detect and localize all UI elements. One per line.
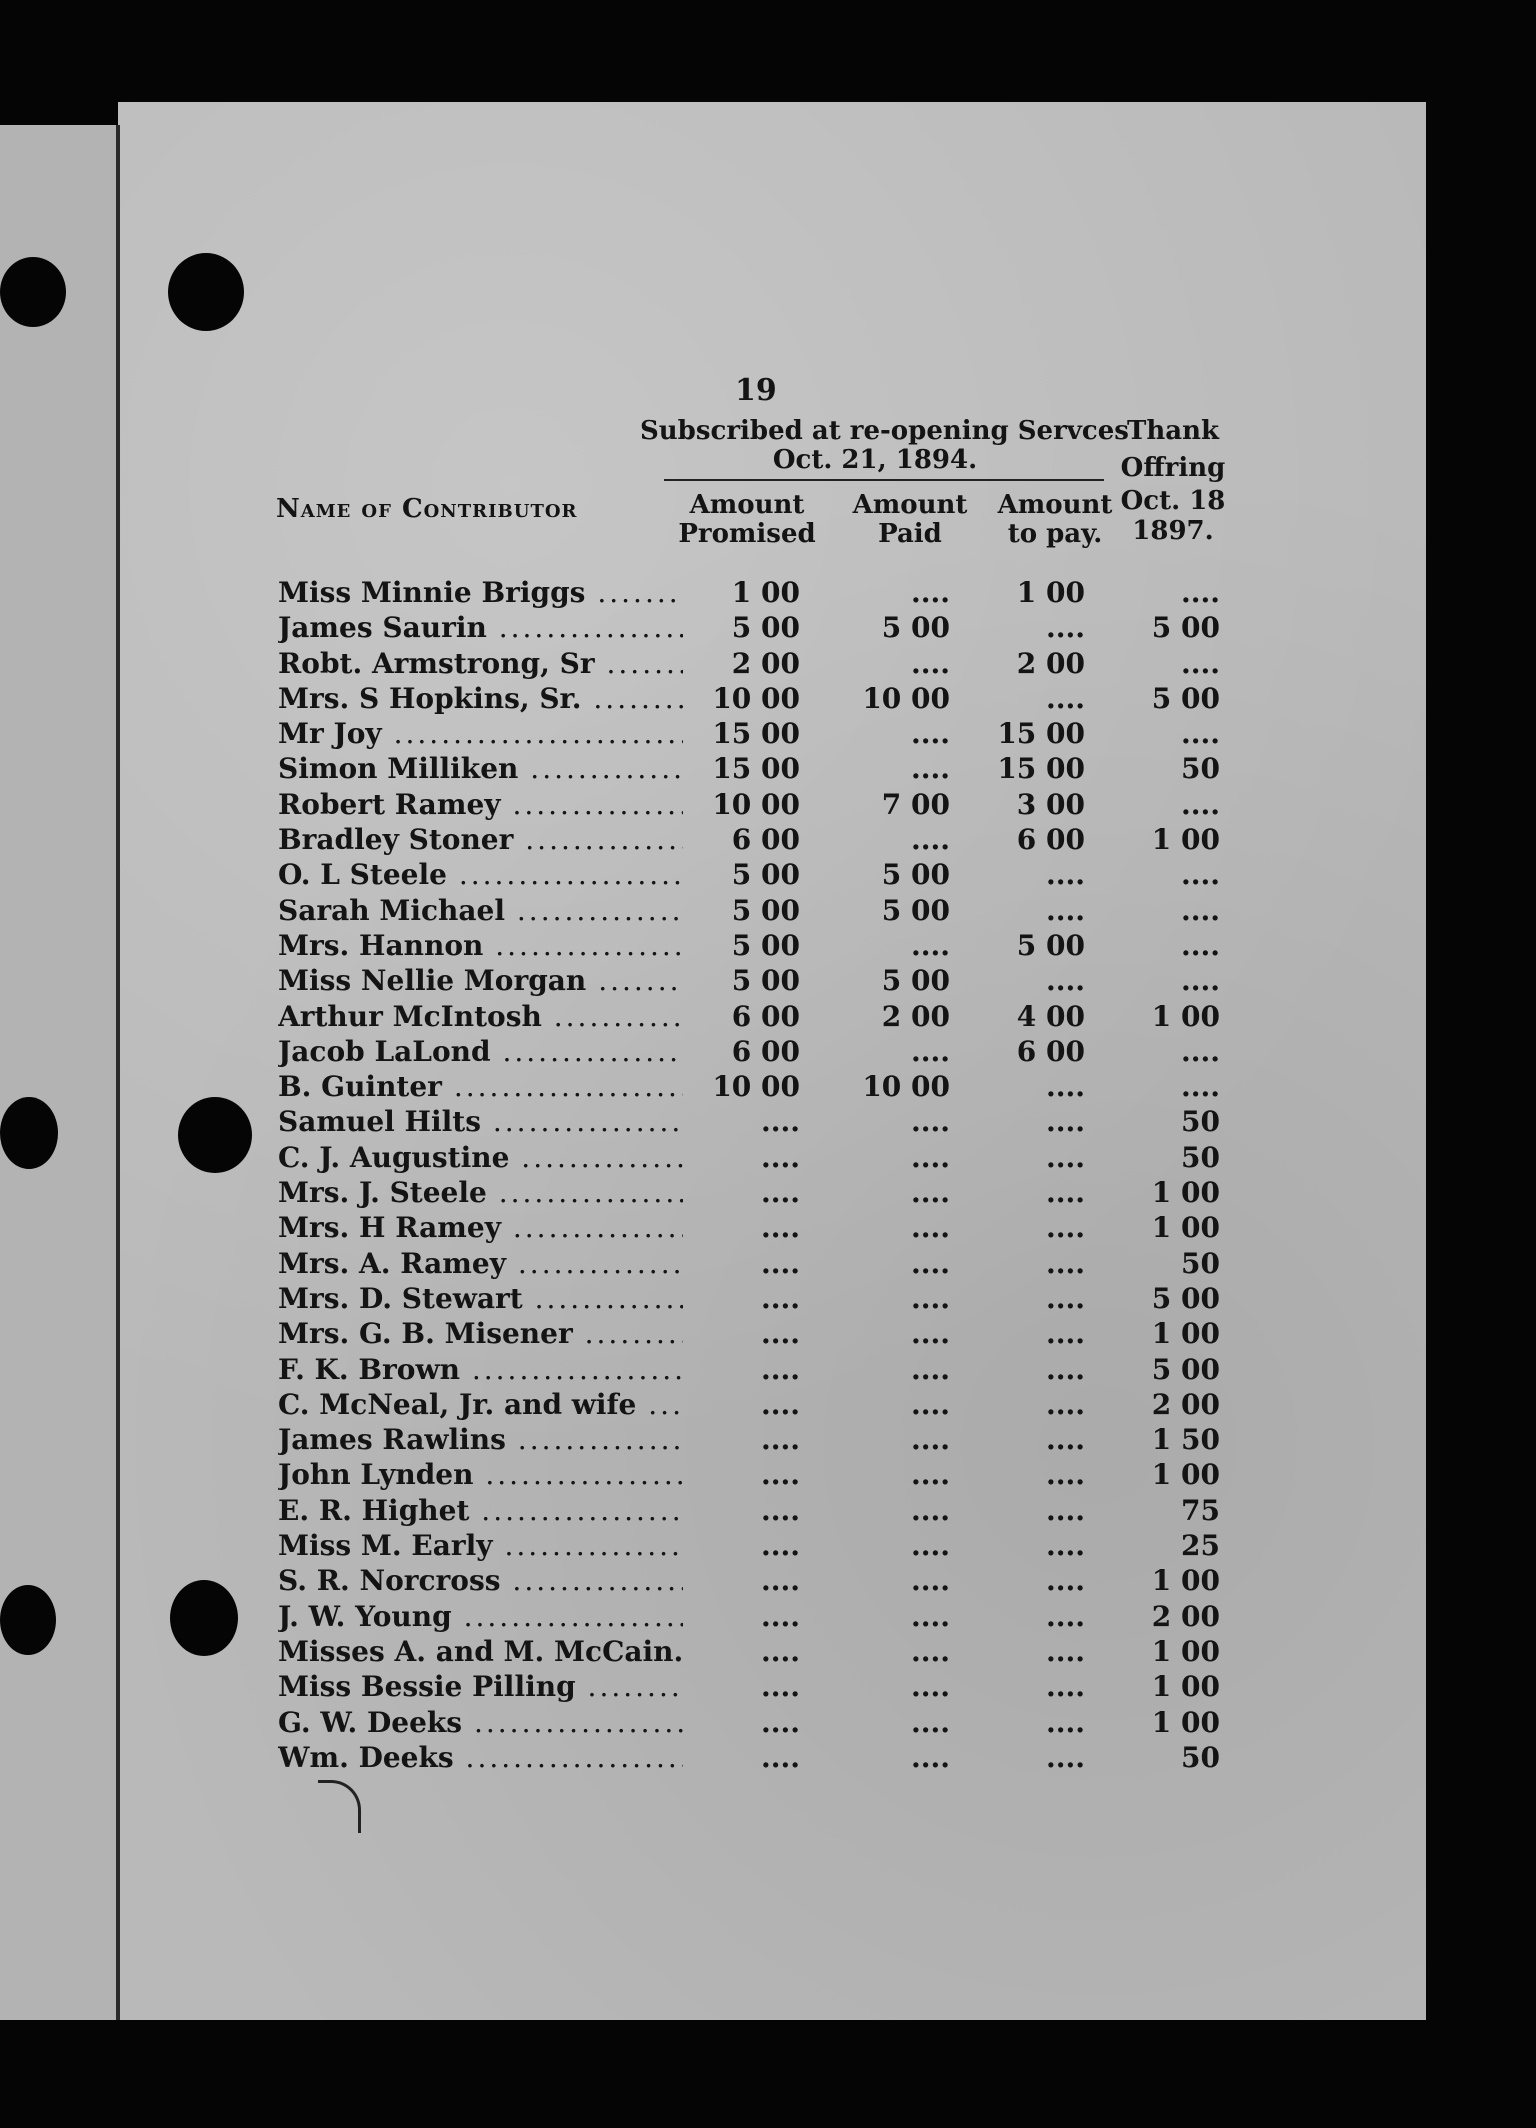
amount-paid: .... <box>911 646 950 680</box>
header-offring: Offring <box>1120 453 1226 483</box>
thank-offering: 2 00 <box>1151 1599 1220 1633</box>
table-row <box>0 1140 1536 1178</box>
amount-to-pay: .... <box>1046 1176 1085 1210</box>
amount-to-pay: 15 00 <box>997 752 1085 786</box>
thank-offering: 5 00 <box>1151 611 1220 645</box>
amount-promised: 6 00 <box>731 999 800 1033</box>
amount-to-pay: .... <box>1046 1599 1085 1633</box>
amount-paid: .... <box>911 1493 950 1527</box>
amount-paid: .... <box>911 1281 950 1315</box>
amount-to-pay: .... <box>1046 1317 1085 1351</box>
amount-paid: .... <box>911 1176 950 1210</box>
amount-paid: 5 00 <box>881 611 950 645</box>
amount-promised: 5 00 <box>731 964 800 998</box>
amount-paid: 2 00 <box>881 999 950 1033</box>
contributor-name: Mrs. Hannon ..... <box>278 931 683 961</box>
table-row <box>0 681 1536 719</box>
contributor-name: Samuel Hilts ..... <box>278 1107 683 1137</box>
contributor-name: Jacob LaLond ..... <box>278 1037 683 1067</box>
amount-paid: 5 00 <box>881 858 950 892</box>
thank-offering: .... <box>1181 858 1220 892</box>
contributor-name: Mrs. G. B. Misener ..... <box>278 1319 683 1349</box>
amount-promised: .... <box>761 1246 800 1280</box>
amount-promised: 10 00 <box>712 787 800 821</box>
contributor-name: Arthur McIntosh ..... <box>278 1002 683 1032</box>
amount-paid: .... <box>911 823 950 857</box>
contributor-name: F. K. Brown ..... <box>278 1355 683 1385</box>
amount-to-pay: 3 00 <box>1016 787 1085 821</box>
amount-paid: 7 00 <box>881 787 950 821</box>
page-number: 19 <box>735 373 777 408</box>
contributor-name: G. W. Deeks ..... <box>278 1708 683 1738</box>
amount-paid: .... <box>911 1529 950 1563</box>
table-row <box>0 1460 1536 1495</box>
table-row <box>0 999 1536 1037</box>
amount-paid: .... <box>911 576 950 609</box>
thank-offering: 1 00 <box>1151 1634 1220 1668</box>
table-row <box>0 1531 1536 1566</box>
amount-promised: .... <box>761 1458 800 1492</box>
contributor-name: Miss Minnie Briggs ..... <box>278 578 683 608</box>
amount-promised: 15 00 <box>712 752 800 786</box>
amount-promised: 5 00 <box>731 858 800 892</box>
amount-to-pay: .... <box>1046 1105 1085 1139</box>
table-row <box>0 1672 1536 1707</box>
amount-to-pay: .... <box>1046 1740 1085 1774</box>
contributor-name: O. L Steele ..... <box>278 860 683 890</box>
table-row <box>0 1213 1536 1248</box>
amount-paid: .... <box>911 1740 950 1774</box>
table-row <box>0 893 1536 931</box>
contributor-name: B. Guinter ..... <box>278 1072 683 1102</box>
thank-offering: 1 00 <box>1151 1670 1220 1704</box>
thank-offering: 1 00 <box>1151 1317 1220 1351</box>
amount-paid: 10 00 <box>862 1070 950 1104</box>
amount-paid: .... <box>911 928 950 962</box>
amount-promised: .... <box>761 1740 800 1774</box>
amount-to-pay: .... <box>1046 1387 1085 1421</box>
amount-paid: .... <box>911 1105 950 1139</box>
thank-offering: 1 00 <box>1151 823 1220 857</box>
amount-paid: .... <box>911 1564 950 1598</box>
thank-offering: 1 00 <box>1151 1211 1220 1245</box>
amount-promised: .... <box>761 1211 800 1245</box>
thank-offering: 2 00 <box>1151 1387 1220 1421</box>
table-row <box>0 1281 1536 1319</box>
contributor-name: Mr Joy ..... <box>278 719 683 749</box>
amount-to-pay: .... <box>1046 858 1085 892</box>
amount-paid: .... <box>911 1034 950 1068</box>
contributor-name: Wm. Deeks ..... <box>278 1743 683 1773</box>
table-row <box>0 1178 1536 1213</box>
thank-offering: 1 00 <box>1151 999 1220 1033</box>
amount-promised: 15 00 <box>712 717 800 751</box>
amount-to-pay: 1 00 <box>1016 576 1085 609</box>
contributor-name: E. R. Highet ..... <box>278 1496 683 1526</box>
amount-to-pay: .... <box>1046 1281 1085 1315</box>
contributor-name: C. McNeal, Jr. and wife ..... <box>278 1390 683 1420</box>
thank-offering: 1 00 <box>1151 1176 1220 1210</box>
thank-offering: .... <box>1181 928 1220 962</box>
table-row <box>0 1740 1536 1778</box>
table-row <box>0 1072 1536 1107</box>
thank-offering: 5 00 <box>1151 1281 1220 1315</box>
amount-promised: .... <box>761 1529 800 1563</box>
thank-offering: 50 <box>1181 1740 1220 1774</box>
amount-paid: .... <box>911 1599 950 1633</box>
amount-promised: 6 00 <box>731 823 800 857</box>
header-paid-line2: Paid <box>878 519 942 549</box>
amount-promised: .... <box>761 1105 800 1139</box>
header-subscribed: Subscribed at re-opening Servces <box>640 416 1129 446</box>
thank-offering: 50 <box>1181 1140 1220 1174</box>
amount-promised: .... <box>761 1705 800 1739</box>
amount-to-pay: .... <box>1046 1458 1085 1492</box>
table-row <box>0 1246 1536 1284</box>
amount-promised: 2 00 <box>731 646 800 680</box>
table-row <box>0 646 1536 684</box>
amount-promised: 10 00 <box>712 681 800 715</box>
punch-hole <box>168 253 244 331</box>
amount-paid: .... <box>911 1458 950 1492</box>
punch-hole <box>0 257 66 327</box>
thank-offering: 5 00 <box>1151 1352 1220 1386</box>
contributor-name: Robert Ramey ..... <box>278 790 683 820</box>
contributor-name: Mrs. J. Steele ..... <box>278 1178 683 1208</box>
amount-paid: .... <box>911 717 950 751</box>
thank-offering: 50 <box>1181 1246 1220 1280</box>
amount-to-pay: .... <box>1046 1211 1085 1245</box>
amount-promised: 5 00 <box>731 928 800 962</box>
thank-offering: 75 <box>1181 1493 1220 1527</box>
contributor-name: Mrs. H Ramey ..... <box>278 1213 683 1243</box>
contributor-table <box>0 578 1536 1778</box>
amount-paid: .... <box>911 1317 950 1351</box>
amount-to-pay: .... <box>1046 681 1085 715</box>
contributor-name: J. W. Young ..... <box>278 1602 683 1632</box>
contributor-name: Mrs. S Hopkins, Sr. ..... <box>278 684 683 714</box>
table-row <box>0 1634 1536 1672</box>
amount-promised: .... <box>761 1387 800 1421</box>
amount-paid: .... <box>911 1670 950 1704</box>
amount-to-pay: .... <box>1046 1423 1085 1457</box>
thank-offering: .... <box>1181 717 1220 751</box>
amount-promised: .... <box>761 1493 800 1527</box>
table-row <box>0 787 1536 825</box>
table-row <box>0 825 1536 860</box>
amount-to-pay: .... <box>1046 964 1085 998</box>
amount-to-pay: .... <box>1046 1140 1085 1174</box>
contributor-name: Mrs. A. Ramey ..... <box>278 1249 683 1279</box>
thank-offering: 50 <box>1181 1105 1220 1139</box>
amount-promised: .... <box>761 1176 800 1210</box>
header-topay-line1: Amount <box>997 490 1113 520</box>
table-row <box>0 754 1536 789</box>
thank-offering: .... <box>1181 576 1220 609</box>
thank-offering: .... <box>1181 787 1220 821</box>
thank-offering: .... <box>1181 893 1220 927</box>
amount-to-pay: 5 00 <box>1016 928 1085 962</box>
amount-paid: .... <box>911 1246 950 1280</box>
amount-promised: .... <box>761 1599 800 1633</box>
thank-offering: 50 <box>1181 752 1220 786</box>
amount-paid: 5 00 <box>881 964 950 998</box>
amount-to-pay: 15 00 <box>997 717 1085 751</box>
table-row <box>0 578 1536 613</box>
thank-offering: 5 00 <box>1151 681 1220 715</box>
amount-promised: .... <box>761 1317 800 1351</box>
amount-paid: .... <box>911 1705 950 1739</box>
amount-to-pay: 6 00 <box>1016 1034 1085 1068</box>
table-row <box>0 1352 1536 1390</box>
contributor-name: Miss M. Early ..... <box>278 1531 683 1561</box>
amount-paid: .... <box>911 1423 950 1457</box>
amount-promised: .... <box>761 1140 800 1174</box>
header-rule <box>664 479 1104 481</box>
table-row <box>0 613 1536 648</box>
amount-promised: 10 00 <box>712 1070 800 1104</box>
amount-paid: .... <box>911 1352 950 1386</box>
thank-offering: .... <box>1181 1070 1220 1104</box>
amount-to-pay: .... <box>1046 1070 1085 1104</box>
amount-paid: .... <box>911 752 950 786</box>
contributor-name: Miss Bessie Pilling ..... <box>278 1672 683 1702</box>
amount-promised: .... <box>761 1564 800 1598</box>
amount-promised: .... <box>761 1670 800 1704</box>
header-name-of-contributor: Name of Contributor <box>276 494 578 524</box>
amount-paid: .... <box>911 1634 950 1668</box>
amount-promised: 6 00 <box>731 1034 800 1068</box>
contributor-name: C. J. Augustine ..... <box>278 1143 683 1173</box>
contributor-name: Miss Nellie Morgan ..... <box>278 966 683 996</box>
contributor-name: S. R. Norcross ..... <box>278 1566 683 1596</box>
table-row <box>0 860 1536 895</box>
amount-promised: 5 00 <box>731 611 800 645</box>
header-paid-line1: Amount <box>852 490 968 520</box>
contributor-name: Mrs. D. Stewart ..... <box>278 1284 683 1314</box>
thank-offering: .... <box>1181 1034 1220 1068</box>
amount-promised: .... <box>761 1281 800 1315</box>
amount-to-pay: .... <box>1046 1634 1085 1668</box>
thank-offering: 25 <box>1181 1529 1220 1563</box>
amount-promised: .... <box>761 1634 800 1668</box>
amount-promised: .... <box>761 1352 800 1386</box>
header-topay-line2: to pay. <box>1007 519 1103 549</box>
amount-to-pay: .... <box>1046 1529 1085 1563</box>
header-thank: Thank <box>1126 416 1219 446</box>
amount-to-pay: .... <box>1046 1564 1085 1598</box>
thank-offering: 1 00 <box>1151 1564 1220 1598</box>
table-row <box>0 1425 1536 1460</box>
amount-promised: 1 00 <box>731 576 800 609</box>
table-row <box>0 1566 1536 1601</box>
amount-paid: .... <box>911 1387 950 1421</box>
contributor-name: Sarah Michael ..... <box>278 896 683 926</box>
amount-to-pay: .... <box>1046 1493 1085 1527</box>
amount-to-pay: .... <box>1046 611 1085 645</box>
table-row <box>0 1599 1536 1637</box>
header-promised-line1: Amount <box>689 490 805 520</box>
table-row <box>0 1387 1536 1425</box>
thank-offering: 1 00 <box>1151 1458 1220 1492</box>
header-year: 1897. <box>1132 516 1214 546</box>
table-row <box>0 966 1536 1001</box>
contributor-name: Misses A. and M. McCain. ..... <box>278 1637 683 1667</box>
amount-paid: 10 00 <box>862 681 950 715</box>
amount-to-pay: 2 00 <box>1016 646 1085 680</box>
table-row <box>0 1034 1536 1072</box>
table-row <box>0 928 1536 966</box>
thank-offering: .... <box>1181 964 1220 998</box>
contributor-name: Bradley Stoner ..... <box>278 825 683 855</box>
thank-offering: 1 00 <box>1151 1705 1220 1739</box>
thank-offering: .... <box>1181 646 1220 680</box>
contributor-name: Simon Milliken ..... <box>278 754 683 784</box>
contributor-name: James Saurin ..... <box>278 613 683 643</box>
table-row <box>0 1493 1536 1531</box>
amount-to-pay: .... <box>1046 1352 1085 1386</box>
amount-to-pay: .... <box>1046 1705 1085 1739</box>
header-promised-line2: Promised <box>678 519 816 549</box>
table-row <box>0 1705 1536 1743</box>
amount-to-pay: 6 00 <box>1016 823 1085 857</box>
header-oct18: Oct. 18 <box>1120 486 1226 516</box>
amount-paid: 5 00 <box>881 893 950 927</box>
amount-paid: .... <box>911 1211 950 1245</box>
amount-to-pay: .... <box>1046 1246 1085 1280</box>
amount-promised: .... <box>761 1423 800 1457</box>
contributor-name: John Lynden ..... <box>278 1460 683 1490</box>
table-row <box>0 1319 1536 1354</box>
contributor-name: James Rawlins ..... <box>278 1425 683 1455</box>
table-row <box>0 719 1536 754</box>
amount-to-pay: 4 00 <box>1016 999 1085 1033</box>
amount-to-pay: .... <box>1046 1670 1085 1704</box>
table-row <box>0 1107 1536 1142</box>
amount-to-pay: .... <box>1046 893 1085 927</box>
thank-offering: 1 50 <box>1151 1423 1220 1457</box>
amount-paid: .... <box>911 1140 950 1174</box>
amount-promised: 5 00 <box>731 893 800 927</box>
header-date: Oct. 21, 1894. <box>772 445 978 475</box>
contributor-name: Robt. Armstrong, Sr ..... <box>278 649 683 679</box>
